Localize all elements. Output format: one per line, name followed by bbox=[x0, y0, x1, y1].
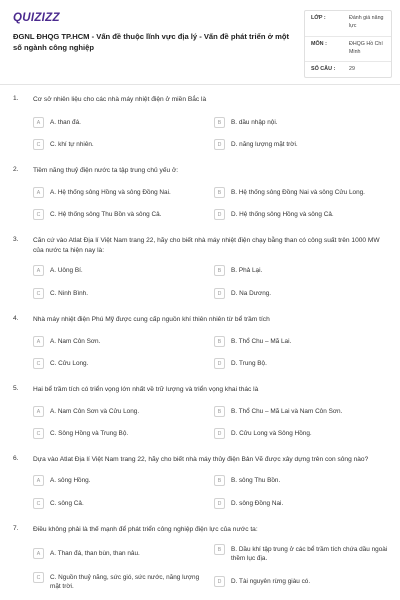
question-text: Điều không phải là thế mạnh để phát triển công nghiệp điện lực của nước ta: bbox=[33, 526, 258, 533]
option-letter-badge: D bbox=[214, 209, 225, 220]
option-a[interactable] bbox=[33, 265, 198, 276]
option-text: D. Tài nguyên rừng giàu có. bbox=[231, 578, 311, 585]
question-number: 5. bbox=[13, 385, 19, 392]
option-b[interactable] bbox=[214, 265, 389, 276]
question-number: 1. bbox=[13, 95, 19, 102]
question-text: Nhà máy nhiệt điện Phú Mỹ được cung cấp nguồn khí thiên nhiên từ bể trầm tích bbox=[33, 316, 270, 323]
question-text: Tiềm năng thuỷ điện nước ta tập trung chủ yếu ở: bbox=[33, 167, 179, 174]
option-letter-badge: C bbox=[33, 139, 44, 150]
socau-value: 29 bbox=[349, 66, 355, 72]
option-letter-badge: D bbox=[214, 428, 225, 439]
option-text: D. Cửu Long và Sông Hồng. bbox=[231, 430, 312, 437]
option-text: A. than đá. bbox=[50, 119, 81, 126]
option-text: C. Cửu Long. bbox=[50, 360, 89, 367]
lop-value: Đánh giá năng lực bbox=[349, 15, 384, 29]
option-letter-badge: A bbox=[33, 406, 44, 417]
option-text: B. sông Thu Bồn. bbox=[231, 477, 281, 484]
option-text: C. Hệ thống sông Thu Bồn và sông Cả. bbox=[50, 211, 162, 218]
option-letter-badge: C bbox=[33, 288, 44, 299]
option-b[interactable] bbox=[214, 544, 394, 564]
option-c[interactable] bbox=[33, 358, 198, 369]
option-letter-badge: C bbox=[33, 498, 44, 509]
option-text: A. Nam Côn Sơn. bbox=[50, 338, 101, 345]
option-b[interactable] bbox=[214, 187, 394, 198]
option-a[interactable] bbox=[33, 406, 203, 417]
option-text: D. Hệ thống sông Hồng và sông Cả. bbox=[231, 211, 334, 218]
lop-label: LỚP : bbox=[311, 15, 326, 21]
option-letter-badge: A bbox=[33, 336, 44, 347]
option-text: B. dầu nhập nội. bbox=[231, 119, 278, 126]
option-letter-badge: A bbox=[33, 475, 44, 486]
option-text: C. Ninh Bình. bbox=[50, 290, 89, 297]
option-text: C. khí tự nhiên. bbox=[50, 141, 94, 148]
option-text: D. sông Đồng Nai. bbox=[231, 500, 284, 507]
option-letter-badge: B bbox=[214, 336, 225, 347]
option-letter-badge: A bbox=[33, 187, 44, 198]
option-d[interactable] bbox=[214, 428, 394, 439]
option-d[interactable] bbox=[214, 358, 389, 369]
option-text: A. Uông Bí. bbox=[50, 267, 83, 274]
option-c[interactable] bbox=[33, 498, 198, 509]
option-letter-badge: D bbox=[214, 139, 225, 150]
question-text: Hai bể trầm tích có triển vọng lớn nhất về trữ lượng và triển vọng khai thác là bbox=[33, 386, 259, 393]
option-text: C. Sông Hồng và Trung Bộ. bbox=[50, 430, 129, 437]
option-b[interactable] bbox=[214, 117, 389, 128]
option-letter-badge: B bbox=[214, 117, 225, 128]
option-letter-badge: C bbox=[33, 209, 44, 220]
option-a[interactable] bbox=[33, 117, 198, 128]
question-number: 7. bbox=[13, 525, 19, 532]
option-c[interactable] bbox=[33, 428, 203, 439]
option-letter-badge: A bbox=[33, 265, 44, 276]
question-number: 4. bbox=[13, 315, 19, 322]
option-a[interactable] bbox=[33, 187, 203, 198]
option-text: D. Na Dương. bbox=[231, 290, 272, 297]
option-a[interactable] bbox=[33, 336, 198, 347]
question-text: Dựa vào Atlat Địa lí Việt Nam trang 22, hãy cho biết nhà máy thủy điện Bản Vẽ được xây dựng trên con sông nào? bbox=[33, 456, 369, 463]
option-d[interactable] bbox=[214, 498, 389, 509]
option-b[interactable] bbox=[214, 336, 389, 347]
option-letter-badge: D bbox=[214, 576, 225, 587]
option-text: A. Nam Côn Sơn và Cửu Long. bbox=[50, 408, 140, 415]
option-text: B. Hệ thống sông Đồng Nai và sông Cửu Long. bbox=[231, 189, 365, 196]
header-divider bbox=[0, 84, 400, 85]
meta-row-lop bbox=[305, 11, 391, 36]
option-d[interactable] bbox=[214, 209, 394, 220]
option-letter-badge: A bbox=[33, 117, 44, 128]
option-letter-badge: B bbox=[214, 544, 225, 555]
option-text: B. Thổ Chu – Mã Lai và Nam Côn Sơn. bbox=[231, 408, 343, 415]
mon-label: MÔN : bbox=[311, 41, 327, 47]
option-a[interactable] bbox=[33, 548, 203, 559]
option-text: A. sông Hồng. bbox=[50, 477, 91, 484]
meta-row-socau bbox=[305, 61, 391, 77]
option-d[interactable] bbox=[214, 139, 389, 150]
option-d[interactable] bbox=[214, 576, 394, 587]
option-letter-badge: D bbox=[214, 288, 225, 299]
quizizz-logo: QUIZIZZ bbox=[13, 12, 60, 24]
option-text: D. năng lượng mặt trời. bbox=[231, 141, 298, 148]
option-c[interactable] bbox=[33, 572, 203, 592]
option-d[interactable] bbox=[214, 288, 389, 299]
option-letter-badge: B bbox=[214, 187, 225, 198]
option-letter-badge: C bbox=[33, 428, 44, 439]
option-letter-badge: B bbox=[214, 265, 225, 276]
question-text: Căn cứ vào Atlat Địa lí Việt Nam trang 22, hãy cho biết nhà máy nhiệt điện chạy bằng than có công suất trên 1000 MW của nước ta hiện nay là: bbox=[33, 237, 380, 255]
option-b[interactable] bbox=[214, 406, 394, 417]
option-text: C. sông Cả. bbox=[50, 500, 84, 507]
question-text: Cơ sở nhiên liệu cho các nhà máy nhiệt điện ở miền Bắc là bbox=[33, 96, 207, 103]
option-text: B. Phả Lại. bbox=[231, 267, 263, 274]
option-text: A. Hệ thống sông Hồng và sông Đồng Nai. bbox=[50, 189, 171, 196]
meta-table bbox=[304, 10, 392, 78]
option-text: B. Thổ Chu – Mã Lai. bbox=[231, 338, 292, 345]
option-letter-badge: B bbox=[214, 475, 225, 486]
option-c[interactable] bbox=[33, 288, 198, 299]
question-number: 2. bbox=[13, 166, 19, 173]
mon-value: ĐHQG Hồ Chí Minh bbox=[349, 41, 383, 55]
option-text: D. Trung Bộ. bbox=[231, 360, 267, 367]
option-letter-badge: A bbox=[33, 548, 44, 559]
option-text: C. Nguồn thuỷ năng, sức gió, sức nước, năng lượng mặt trời. bbox=[50, 574, 200, 591]
option-letter-badge: C bbox=[33, 358, 44, 369]
option-text: B. Dầu khí tập trung ở các bể trầm tích chứa dầu ngoài thềm lục địa. bbox=[231, 546, 388, 563]
option-text: A. Than đá, than bùn, than nâu. bbox=[50, 550, 140, 557]
option-letter-badge: B bbox=[214, 406, 225, 417]
option-letter-badge: D bbox=[214, 498, 225, 509]
header bbox=[0, 0, 400, 80]
option-c[interactable] bbox=[33, 209, 203, 220]
option-a[interactable] bbox=[33, 475, 198, 486]
meta-row-mon bbox=[305, 36, 391, 61]
option-letter-badge: C bbox=[33, 572, 44, 583]
question-number: 6. bbox=[13, 455, 19, 462]
option-c[interactable] bbox=[33, 139, 198, 150]
socau-label: SỐ CÂU : bbox=[311, 66, 336, 72]
page-title: ĐGNL ĐHQG TP.HCM - Vấn đề thuộc lĩnh vực địa lý - Vấn đề phát triển ở một số ngành công nghiệp bbox=[13, 32, 290, 53]
option-b[interactable] bbox=[214, 475, 389, 486]
option-letter-badge: D bbox=[214, 358, 225, 369]
question-number: 3. bbox=[13, 236, 19, 243]
